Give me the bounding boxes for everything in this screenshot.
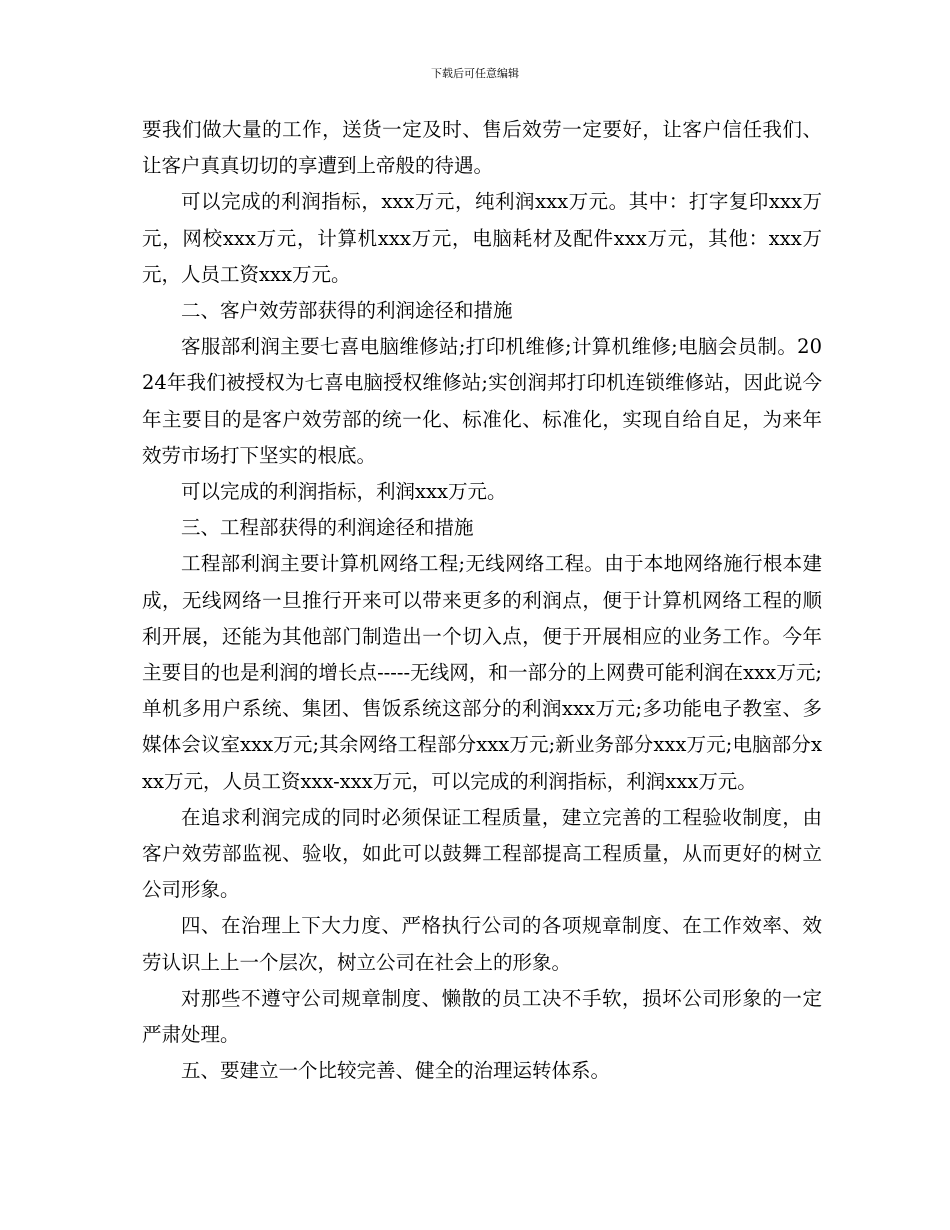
document-body [142,112,822,1089]
section-heading-customer-service: 二、客户效劳部获得的利润途径和措施 [181,299,513,323]
paragraph-engineering-quality: 在追求利润完成的同时必须保证工程质量，建立完善的工程验收制度，由客户效劳部监视、验收，如此可以鼓舞工程部提高工程质量，从而更好的树立公司形象。 [142,805,822,902]
paragraph-customer-service-target: 可以完成的利润指标，利润xxx万元。 [181,480,507,504]
paragraph-engineering-profit: 工程部利润主要计算机网络工程;无线网络工程。由于本地网络施行根本建成，无线网络一旦推行开来可以带来更多的利润点，便于计算机网络工程的顺利开展，还能为其他部门制造出一个切入点，便于开展相应的业务工作。今年主要目的也是利润的增长点-----无线网，和一部分的上网费可能利润在xxx万元;单机多用户系统、集团、售饭系统这部分的利润xxx万元;多功能电子教室、多媒体会议室xxx万元;其余网络工程部分xxx万元;新业务部分xxx万元;电脑部分xxx万元，人员工资xxx-xxx万元，可以完成的利润指标，利润xxx万元。 [142,552,822,793]
paragraph-customer-service-profit: 客服部利润主要七喜电脑维修站;打印机维修;计算机维修;电脑会员制。2024年我们被授权为七喜电脑授权维修站;实创润邦打印机连锁维修站，因此说今年主要目的是客户效劳部的统一化、标准化、标准化，实现自给自足，为来年效劳市场打下坚实的根底。 [142,335,822,467]
section-heading-system: 五、要建立一个比较完善、健全的治理运转体系。 [181,1059,611,1083]
paragraph-customer-service-intro: 要我们做大量的工作，送货一定及时、售后效劳一定要好，让客户信任我们、让客户真真切切的享遭到上帝般的待遇。 [142,118,822,178]
page-header: 下载后可任意编辑 [431,67,519,80]
section-heading-management: 四、在治理上下大力度、严格执行公司的各项规章制度、在工作效率、效劳认识上上一个层次，树立公司在社会上的形象。 [142,914,822,974]
paragraph-profit-targets: 可以完成的利润指标，xxx万元，纯利润xxx万元。其中：打字复印xxx万元，网校xxx万元，计算机xxx万元，电脑耗材及配件xxx万元，其他：xxx万元，人员工资xxx万元。 [142,190,822,286]
section-heading-engineering: 三、工程部获得的利润途径和措施 [181,516,474,540]
paragraph-discipline: 对那些不遵守公司规章制度、懒散的员工决不手软，损坏公司形象的一定严肃处理。 [142,986,822,1047]
